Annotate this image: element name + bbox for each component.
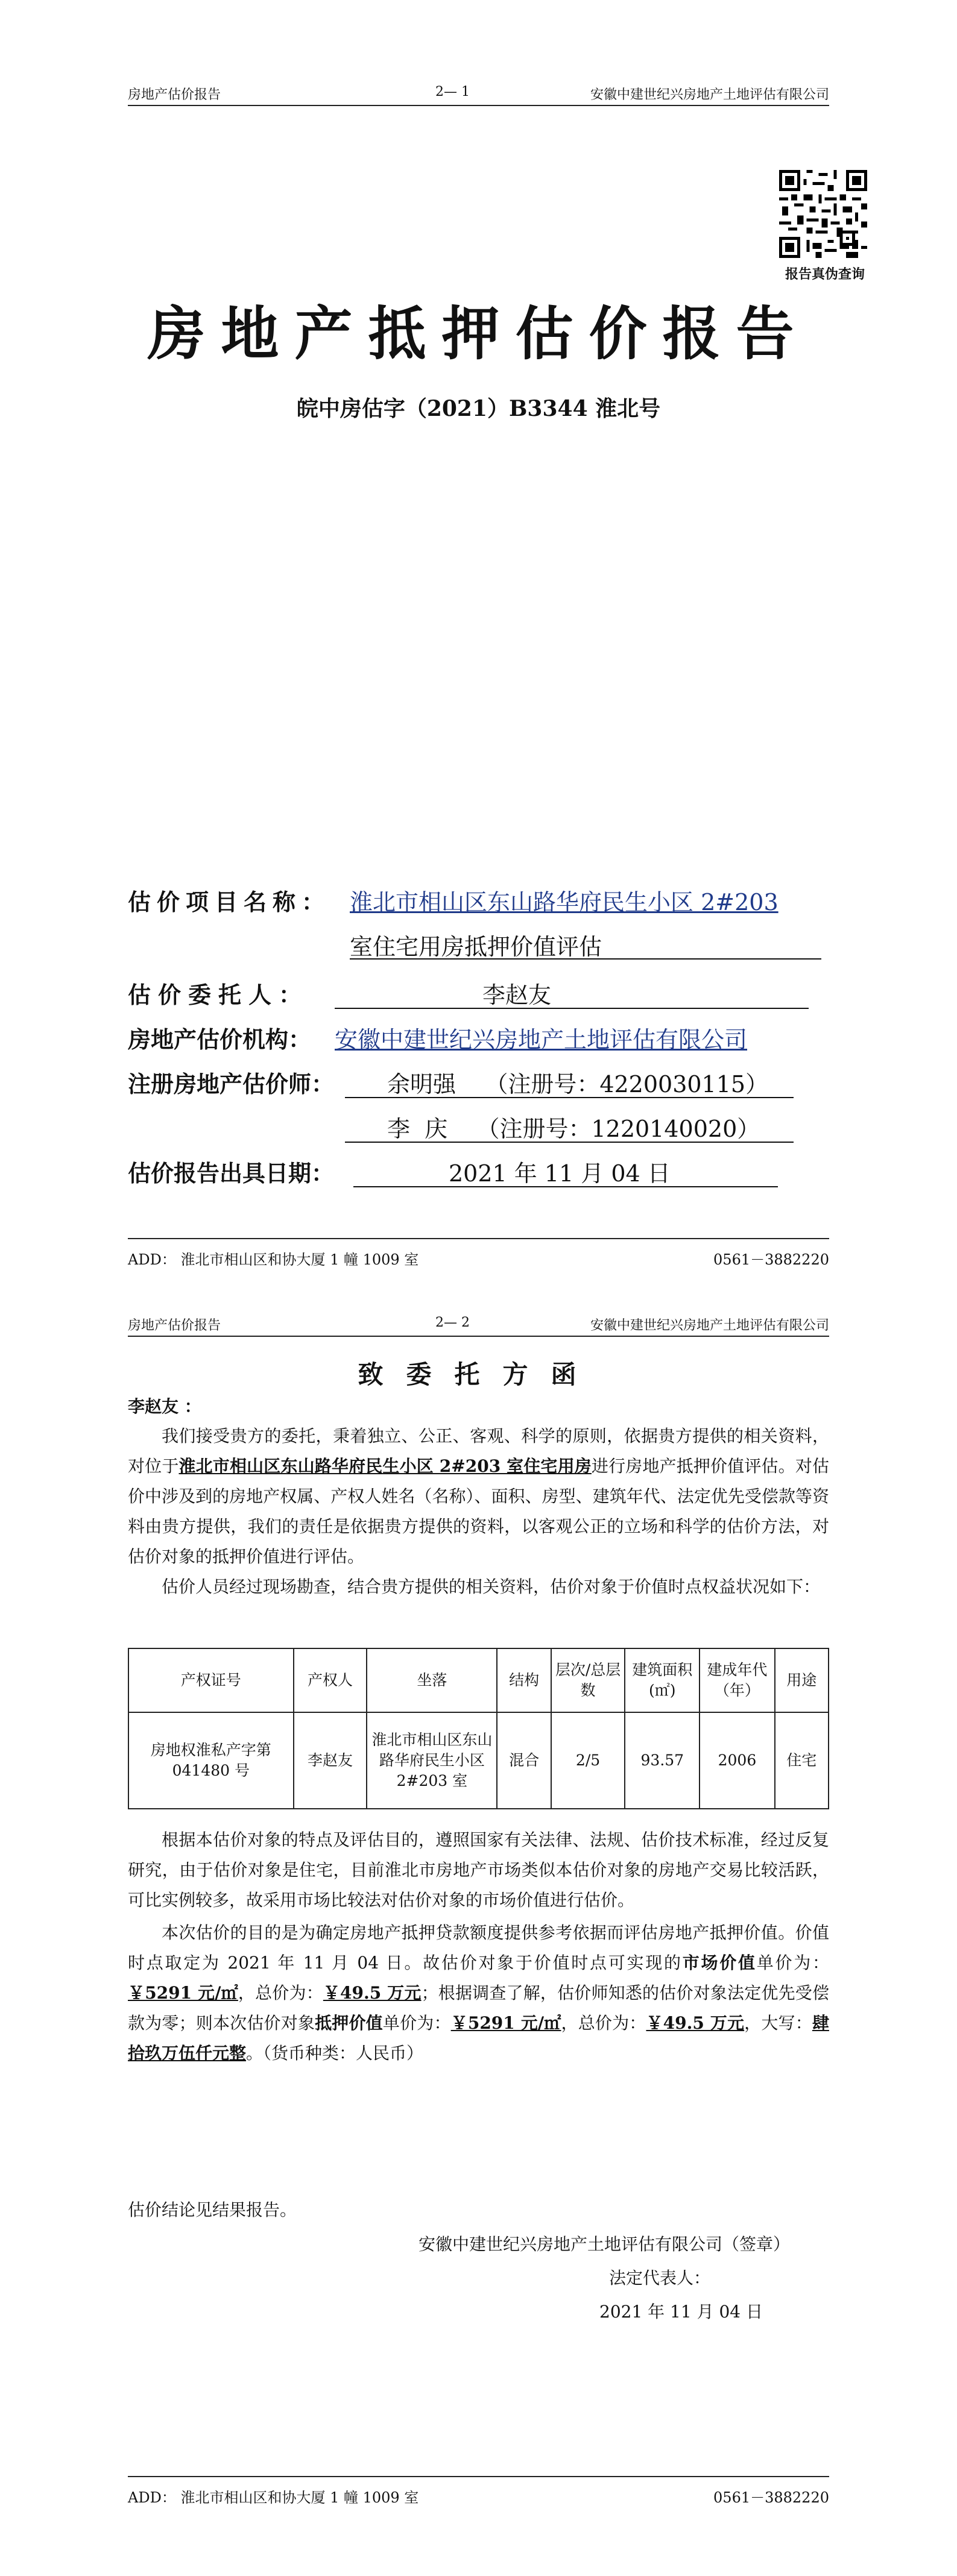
signature-date: 2021 年 11 月 04 日 [599, 2302, 763, 2322]
table-cell: 93.57 [625, 1712, 700, 1809]
table-header-cell: 建筑面积(㎡) [625, 1648, 700, 1712]
header-right: 安徽中建世纪兴房地产土地评估有限公司 [590, 87, 829, 102]
header-page-number: 2— 1 [435, 84, 470, 99]
signature-organization: 安徽中建世纪兴房地产土地评估有限公司（签章） [418, 2234, 791, 2254]
appraiser-2: 李 庆 （注册号：1220140020） [387, 1116, 760, 1142]
appraiser-1: 余明强 （注册号：4220030115） [387, 1071, 769, 1098]
appraiser-label: 注册房地产估价师： [128, 1070, 335, 1098]
header-right: 安徽中建世纪兴房地产土地评估有限公司 [590, 1318, 829, 1333]
table-header-cell: 用途 [775, 1648, 829, 1712]
table-cell: 住宅 [775, 1712, 829, 1809]
table-cell: 混合 [497, 1712, 551, 1809]
table-cell: 李赵友 [294, 1712, 367, 1809]
date-value: 2021 年 11 月 04 日 [449, 1160, 671, 1187]
org-label: 房地产估价机构： [128, 1026, 312, 1053]
project-label: 估价项目名称： [128, 888, 331, 916]
page-header [128, 84, 829, 106]
project-value-line2: 室住宅用房抵押价值评估 [350, 934, 602, 960]
header-left: 房地产估价报告 [128, 1318, 221, 1333]
table-header-cell: 建成年代（年） [700, 1648, 774, 1712]
table-cell: 2006 [700, 1712, 774, 1809]
table-header-cell: 结构 [497, 1648, 551, 1712]
table-cell: 2/5 [551, 1712, 625, 1809]
client-value: 李赵友 [482, 982, 552, 1008]
letter-heading: 致委托方函 [358, 1360, 599, 1389]
project-value-line1: 淮北市相山区东山路华府民生小区 2#203 [350, 889, 779, 916]
letter-salutation: 李赵友 ： [128, 1396, 201, 1416]
org-value: 安徽中建世纪兴房地产土地评估有限公司 [335, 1026, 748, 1053]
appraiser-2-underline [345, 1142, 794, 1143]
letter-paragraph-2: 估价人员经过现场勘查，结合贵方提供的相关资料，估价对象于价值时点权益状况如下： [162, 1577, 821, 1597]
table-row [128, 1712, 829, 1809]
table-header-cell: 层次/总层数 [551, 1648, 625, 1712]
project-underline [350, 958, 821, 960]
table-header-cell: 坐落 [367, 1648, 497, 1712]
date-label: 估价报告出具日期： [128, 1160, 335, 1187]
footer-phone: 0561－3882220 [713, 2489, 829, 2506]
date-underline [353, 1186, 778, 1187]
letter-paragraph-3: 根据本估价对象的特点及评估目的，遵照国家有关法律、法规、估价技术标准，经过反复研究，由于估价对象是住宅，目前淮北市房地产市场类似本估价对象的房地产交易比较活跃，可比实例较多，故采用市场比较法对估价对象的市场价值进行估价。 [128, 1830, 829, 1910]
page-footer [128, 1238, 829, 1268]
qr-code-icon[interactable] [779, 170, 867, 258]
table-cell: 淮北市相山区东山路华府民生小区 2#203 室 [367, 1712, 497, 1809]
qr-caption: 报告真伪查询 [785, 266, 865, 282]
footer-address: ADD： 淮北市相山区和协大厦 1 幢 1009 室 [128, 1251, 419, 1268]
page-footer [128, 2476, 829, 2506]
signature-representative: 法定代表人： [609, 2268, 711, 2288]
table-cell: 房地权淮私产字第041480 号 [128, 1712, 294, 1809]
header-left: 房地产估价报告 [128, 87, 221, 102]
footer-phone: 0561－3882220 [713, 1251, 829, 1268]
report-title: 房地产抵押估价报告 [147, 300, 810, 368]
letter-paragraph-5: 估价结论见结果报告。 [128, 2200, 297, 2220]
letter-paragraph-4: 本次估价的目的是为确定房地产抵押贷款额度提供参考依据而评估房地产抵押价值。价值时点取定为 2021 年 11 月 04 日。故估价对象于价值时点可实现的市场价值单价为：￥5291 元/㎡，总价为：￥49.5 万元；根据调查了解，估价师知悉的估价对象法定优先受偿款为零；则本次估价对象抵押价值单价为：￥5291 元/㎡，总价为：￥49.5 万元，大写：肆拾玖万伍仟元整。（货币种类：人民币） [128, 1923, 829, 2063]
footer-address: ADD： 淮北市相山区和协大厦 1 幢 1009 室 [128, 2489, 419, 2506]
document-number: 皖中房估字（2021）B3344 淮北号 [296, 396, 661, 421]
table-header-cell: 产权人 [294, 1648, 367, 1712]
appraiser-1-underline [345, 1097, 794, 1098]
page-header [128, 1315, 829, 1337]
client-underline [335, 1008, 809, 1009]
property-table [128, 1648, 829, 1809]
header-page-number: 2— 2 [435, 1315, 470, 1330]
table-header-row [128, 1648, 829, 1712]
client-label: 估价委托人： [128, 981, 309, 1008]
table-header-cell: 产权证号 [128, 1648, 294, 1712]
letter-paragraph-1: 我们接受贵方的委托，秉着独立、公正、客观、科学的原则，依据贵方提供的相关资料，对位于淮北市相山区东山路华府民生小区 2#203 室住宅用房进行房地产抵押价值评估。对估价中涉及到的房地产权属、产权人姓名（名称）、面积、房型、建筑年代、法定优先受偿款等资料由贵方提供，我们的责任是依据贵方提供的资料，以客观公正的立场和科学的估价方法，对估价对象的抵押价值进行评估。 [128, 1426, 829, 1566]
page-2 [0, 1303, 957, 2576]
